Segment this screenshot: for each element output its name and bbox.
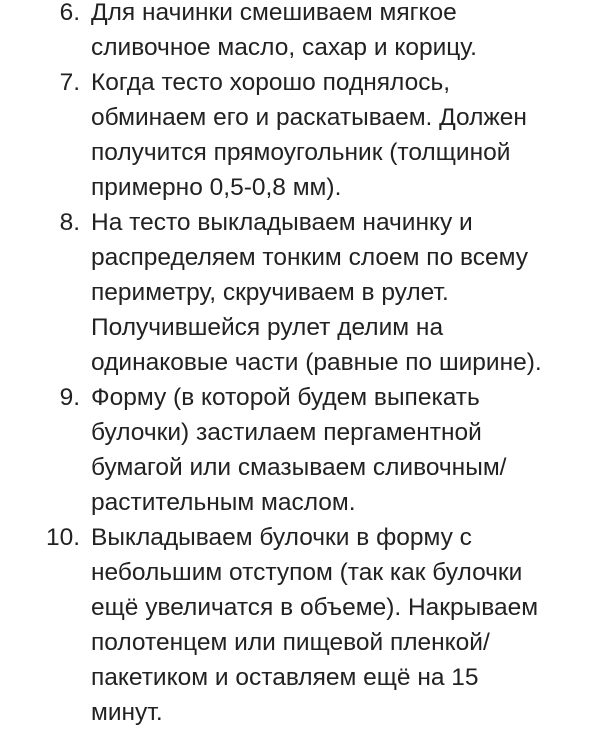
step-text-line: бумагой или смазываем сливочным/ xyxy=(91,454,507,481)
list-item xyxy=(0,0,600,65)
list-item xyxy=(0,205,600,380)
step-text xyxy=(91,380,590,520)
step-text-line: На тесто выкладываем начинку и xyxy=(91,209,473,236)
step-text-line: растительным маслом. xyxy=(91,489,356,516)
step-text-line: получится прямоугольник (толщиной xyxy=(91,139,511,166)
step-text-line: ещё увеличатся в объеме). Накрываем xyxy=(91,594,539,621)
step-number: 6. xyxy=(59,0,80,26)
step-text-line: одинаковые части (равные по ширине). xyxy=(91,349,542,376)
step-text-line: периметру, скручиваем в рулет. xyxy=(91,279,449,306)
step-text-line: распределяем тонким слоем по всему xyxy=(91,244,528,271)
step-number: 9. xyxy=(59,384,80,411)
step-number: 7. xyxy=(59,69,80,96)
list-item xyxy=(0,65,600,205)
step-text-line: пакетиком и оставляем ещё на 15 xyxy=(91,664,479,691)
step-text-line: полотенцем или пищевой пленкой/ xyxy=(91,629,490,656)
step-text-line: Форму (в которой будем выпекать xyxy=(91,384,480,411)
step-text xyxy=(91,520,590,730)
step-text-line: Выкладываем булочки в форму с xyxy=(91,524,472,551)
list-item xyxy=(0,380,600,520)
step-text xyxy=(91,0,590,65)
step-number: 10. xyxy=(45,524,80,551)
step-text-line: Для начинки смешиваем мягкое xyxy=(91,0,457,26)
step-text-line: обминаем его и раскатываем. Должен xyxy=(91,104,527,131)
step-text-line: Получившейся рулет делим на xyxy=(91,314,444,341)
list-item xyxy=(0,520,600,730)
step-text-line: булочки) застилаем пергаментной xyxy=(91,419,482,446)
step-text-line: небольшим отступом (так как булочки xyxy=(91,559,523,586)
step-text xyxy=(91,205,590,380)
step-text-line: примерно 0,5-0,8 мм). xyxy=(91,174,342,201)
step-text xyxy=(91,65,590,205)
step-text-line: сливочное масло, сахар и корицу. xyxy=(91,34,477,61)
step-text-line: Когда тесто хорошо поднялось, xyxy=(91,69,451,96)
step-text-line: минут. xyxy=(91,699,163,726)
step-number: 8. xyxy=(59,209,80,236)
